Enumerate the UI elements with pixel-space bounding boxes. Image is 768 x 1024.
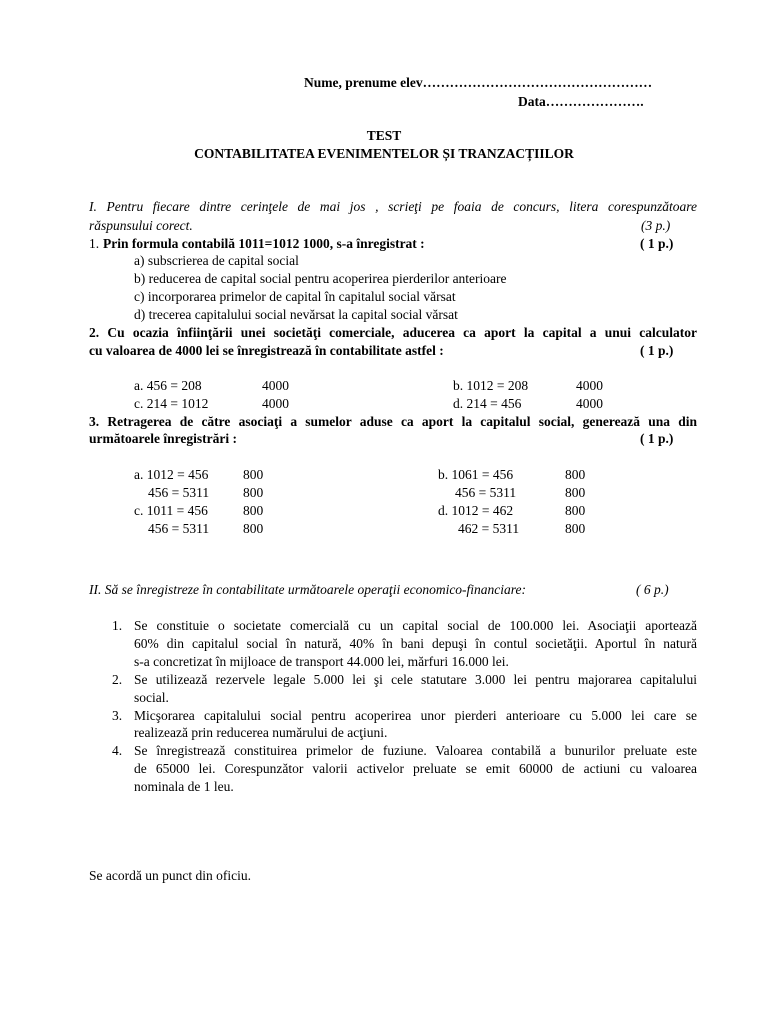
section1-instruction-line2: răspunsului corect. [89, 218, 193, 233]
q2-option-d-amount: 4000 [576, 396, 603, 411]
s2-item1-line2: 60% din capitalul social în natură, 40% în bani depuşi în contul societăţii. Aportul în natură [134, 636, 697, 651]
q1-option-c: c) incorporarea primelor de capital în capitalul social vărsat [134, 289, 456, 304]
q1-number: 1. [89, 236, 100, 251]
q2-text-line1: 2. Cu ocazia înfiinţării unei societăţi comerciale, aducerea ca aport la capital a unui calculator [89, 325, 697, 340]
q2-option-a-formula: a. 456 = 208 [134, 378, 202, 393]
q3-option-b-amount-2: 800 [565, 485, 586, 500]
s2-item3-number: 3. [112, 708, 123, 723]
q3-text-line1: 3. Retragerea de către asociaţi a sumelor aduse ca aport la capitalul social, generează una din [89, 414, 697, 429]
q3-option-c-amount-1: 800 [243, 503, 264, 518]
q2-option-b-formula: b. 1012 = 208 [453, 378, 529, 393]
section1-points: (3 p.) [641, 218, 671, 233]
student-name-line: Nume, prenume elev…………………………………………… [304, 75, 653, 90]
q2-option-b-amount: 4000 [576, 378, 603, 393]
q3-option-d-amount-2: 800 [565, 521, 586, 536]
s2-item2-line2: social. [134, 690, 169, 705]
q1-text: Prin formula contabilă 1011=1012 1000, s-a înregistrat : [103, 236, 425, 251]
q3-points: ( 1 p.) [640, 431, 674, 446]
s2-item4-line3: nominala de 1 leu. [134, 779, 234, 794]
s2-item3-line2: realizează prin reducerea numărului de acţiuni. [134, 725, 388, 740]
section1-instruction-line1: I. Pentru fiecare dintre cerinţele de mai jos , scrieţi pe foaia de concurs, litera corespunzătoare [89, 199, 697, 214]
q3-option-a-formula-2: 456 = 5311 [148, 485, 210, 500]
q3-option-b-formula-1: b. 1061 = 456 [438, 467, 514, 482]
q1-option-d: d) trecerea capitalului social nevărsat la capital social vărsat [134, 307, 458, 322]
q3-option-d-formula-2: 462 = 5311 [458, 521, 520, 536]
q1-option-a: a) subscrierea de capital social [134, 253, 299, 268]
q3-option-c-amount-2: 800 [243, 521, 264, 536]
test-title: TEST [366, 128, 402, 143]
q3-option-d-amount-1: 800 [565, 503, 586, 518]
section2-instruction: II. Să se înregistreze în contabilitate următoarele operaţii economico-financiare: [89, 582, 527, 597]
s2-item1-line3: s-a concretizat în mijloace de transport 44.000 lei, mărfuri 16.000 lei. [134, 654, 509, 669]
test-subtitle: CONTABILITATEA EVENIMENTELOR ȘI TRANZACȚIILOR [194, 146, 574, 161]
q3-option-b-formula-2: 456 = 5311 [455, 485, 517, 500]
section2-points: ( 6 p.) [636, 582, 669, 597]
s2-item4-number: 4. [112, 743, 123, 758]
q3-option-c-formula-1: c. 1011 = 456 [134, 503, 208, 518]
q3-text-line2: următoarele înregistrări : [89, 431, 237, 446]
q1-points: ( 1 p.) [640, 236, 674, 251]
q2-option-c-formula: c. 214 = 1012 [134, 396, 209, 411]
q3-option-a-formula-1: a. 1012 = 456 [134, 467, 209, 482]
s2-item2-line1: Se utilizează rezervele legale 5.000 lei şi cele statutare 3.000 lei pentru majorarea capitalului [134, 672, 697, 687]
s2-item4-line1: Se înregistrează constituirea primelor de fuziune. Valoarea contabilă a bunurilor preluate este [134, 743, 697, 758]
q3-option-d-formula-1: d. 1012 = 462 [438, 503, 514, 518]
q3-option-b-amount-1: 800 [565, 467, 586, 482]
q3-option-c-formula-2: 456 = 5311 [148, 521, 210, 536]
q2-text-line2: cu valoarea de 4000 lei se înregistrează în contabilitate astfel : [89, 343, 444, 358]
q2-option-d-formula: d. 214 = 456 [453, 396, 522, 411]
q2-option-a-amount: 4000 [262, 378, 289, 393]
s2-item3-line1: Micşorarea capitalului social pentru acoperirea unor pierderi anterioare cu 5.000 lei care se [134, 708, 697, 723]
s2-item2-number: 2. [112, 672, 123, 687]
footer-note: Se acordă un punct din oficiu. [89, 868, 251, 883]
s2-item1-line1: Se constituie o societate comercială cu un capital social de 100.000 lei. Asociaţii aportează [134, 618, 697, 633]
q1-option-b: b) reducerea de capital social pentru acoperirea pierderilor anterioare [134, 271, 507, 286]
q3-option-a-amount-1: 800 [243, 467, 264, 482]
s2-item4-line2: de 65000 lei. Corespunzător valorii activelor preluate se emit 60000 de actiuni cu valoarea [134, 761, 697, 776]
q2-points: ( 1 p.) [640, 343, 674, 358]
date-line: Data…………………. [518, 94, 644, 109]
q2-option-c-amount: 4000 [262, 396, 289, 411]
s2-item1-number: 1. [112, 618, 123, 633]
q3-option-a-amount-2: 800 [243, 485, 264, 500]
